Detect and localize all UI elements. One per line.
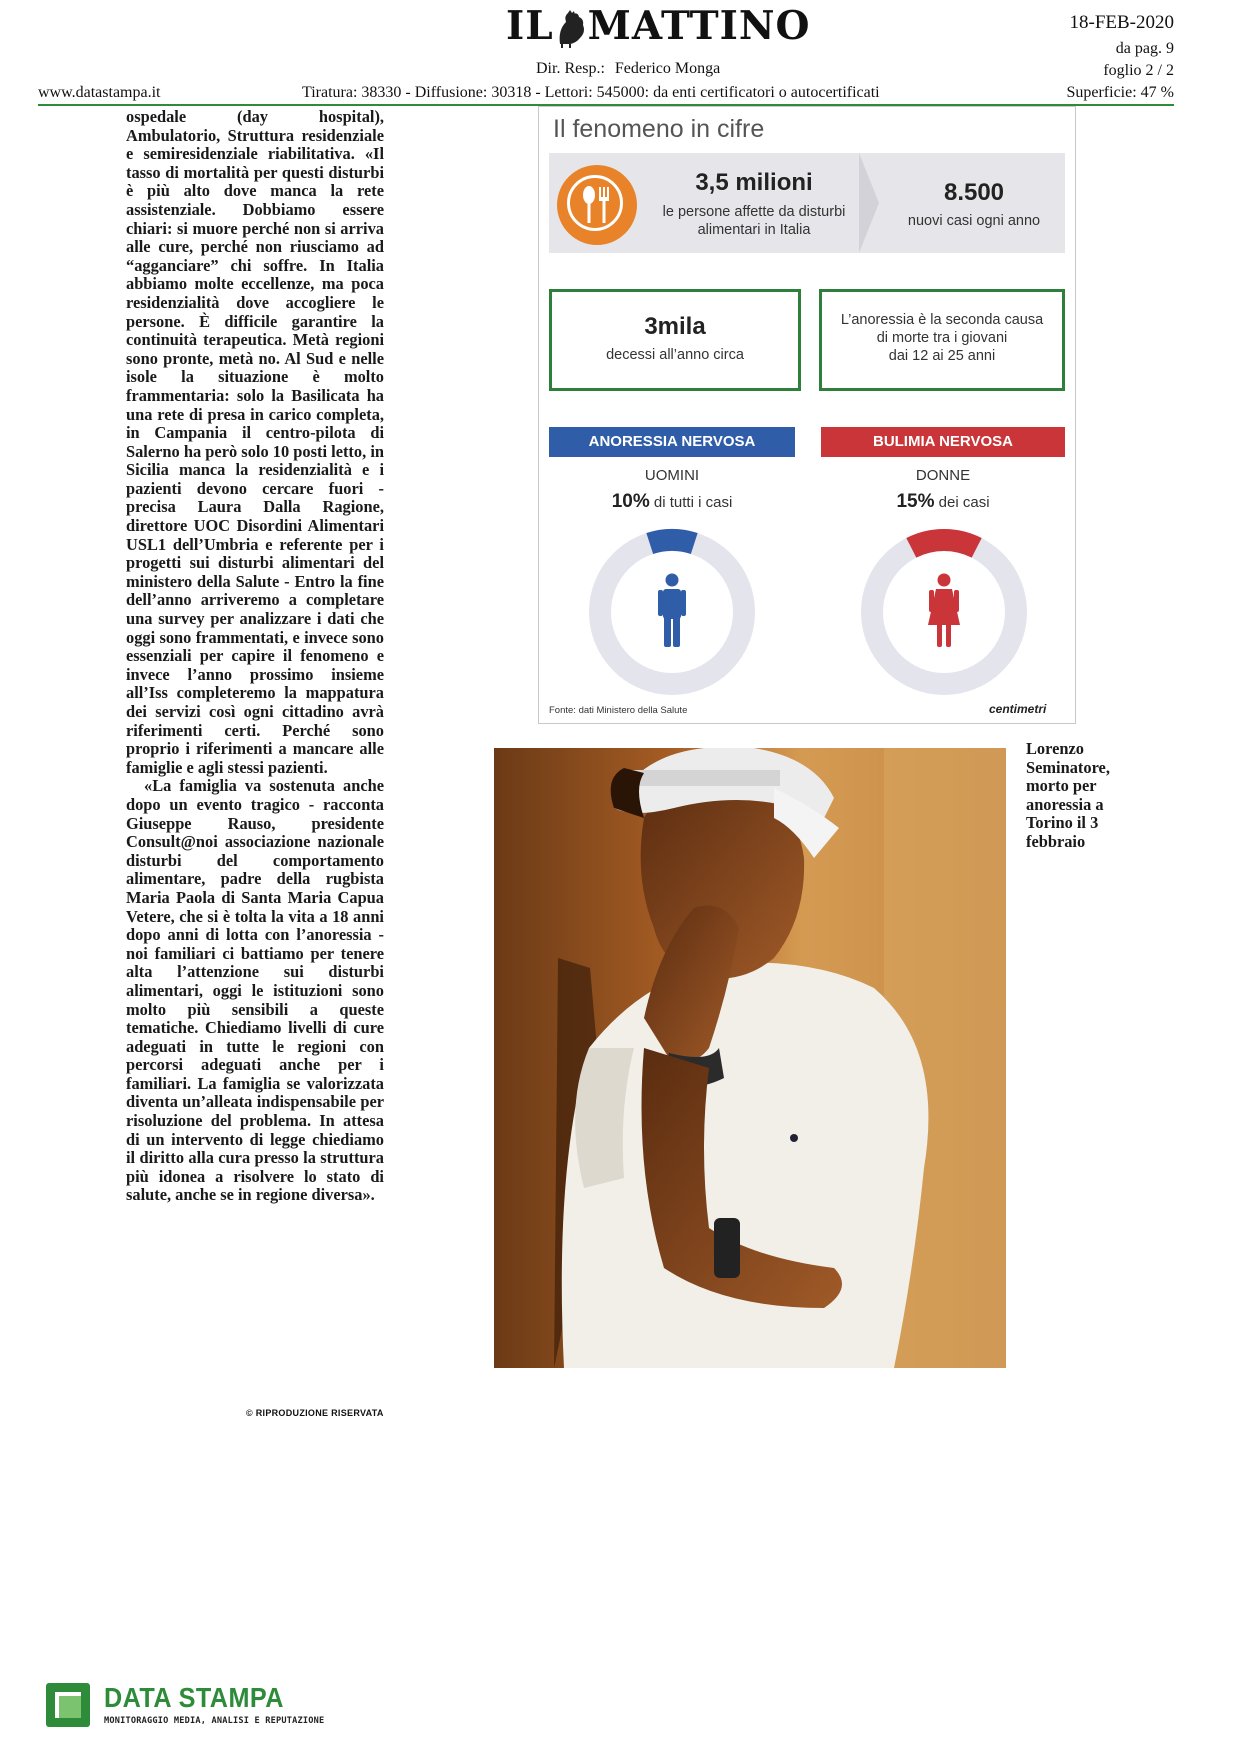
stat-persons-line-1: le persone affette da disturbi <box>662 204 846 220</box>
women-donut-segment <box>911 540 976 548</box>
women-percent-suffix: dei casi <box>934 494 990 511</box>
datastampa-brand: DATA STAMPA <box>104 1682 284 1713</box>
bulimia-header: BULIMIA NERVOSA <box>821 427 1065 457</box>
men-percent-suffix: di tutti i casi <box>649 494 733 511</box>
infographic-title: Il fenomeno in cifre <box>553 115 765 143</box>
masthead-mattino: MATTINO <box>587 3 811 49</box>
photo-caption <box>1026 740 1176 852</box>
caption-line-3: morto per <box>1026 776 1097 796</box>
infographic-source: Fonte: dati Ministero della Salute <box>549 705 688 716</box>
article-column <box>126 108 384 1205</box>
stat-persons-value: 3,5 milioni <box>695 169 813 196</box>
datastampa-logo-icon <box>46 1683 90 1727</box>
header-page: da pag. 9 <box>1115 40 1174 57</box>
men-donut-segment <box>650 540 695 544</box>
stat-deaths-label: decessi all’anno circa <box>606 347 744 363</box>
rooster-icon <box>554 10 588 48</box>
women-label: DONNE <box>915 467 971 484</box>
caption-line-1: Lorenzo <box>1026 739 1084 758</box>
header-sheet: foglio 2 / 2 <box>1103 62 1174 79</box>
article-paragraph-1: ospedale (day hospital), Ambulatorio, Struttura residenziale e semiresidenziale riabilitativa. «Il tasso di mortalità per questi disturbi è più alto dove manca la rete assistenziale. Dobbiamo essere chiari: si muore perché non si arriva alle cure, perché non riusciamo ad “agganciare” chi soffre. In Italia abbiamo molte eccellenze, ma poca residenzialità dove accogliere le persone. È difficile garantire la continuità terapeutica. Metà regioni sono pronte, metà no. Al Sud e nelle isole la situazione è molto frammentaria: solo la Basilicata ha una rete di presa in carico completa, in Campania il centro-pilota di Salerno ha però solo 10 posti letto, in Sicilia manca la residenzialità e i pazienti devono cercare fuori - precisa Laura Dalla Ragione, direttore UOC Disordini Alimentari USL1 dell’Umbria e referente per i progetti sui disturbi alimentari del ministero della Salute - Entro la fine dell’anno arriveremo a completare una survey per analizzare i dati che oggi sono frammentati, e invece sono essenziali per capire il fenomeno e invece l’anno prossimo insieme all’Iss completeremo la mappatura dei servizi così ogni cittadino avrà riferimenti certi. Perché sono proprio i riferimenti a mancare alle famiglie e agli stessi pazienti. <box>126 107 384 777</box>
stat-cause-line-1: L’anoressia è la seconda causa <box>840 312 1044 328</box>
header-director <box>536 60 720 78</box>
masthead-logo <box>506 3 811 49</box>
stat-cause-line-2: di morte tra i giovani <box>876 330 1008 346</box>
stat-new-cases-value: 8.500 <box>943 179 1005 206</box>
man-icon <box>658 574 686 648</box>
stat-deaths-value: 3mila <box>644 313 706 340</box>
infographic <box>538 106 1076 724</box>
masthead-il: IL <box>506 3 554 49</box>
stat-cause-line-3: dai 12 ai 25 anni <box>888 348 996 364</box>
article-paragraph-2: «La famiglia va sostenuta anche dopo un evento tragico - racconta Giuseppe Rauso, presidente Consult@noi associazione nazionale disturbi del comportamento alimentare, padre della rugbista Maria Paola di Santa Maria Capua Vetere, che si è tolta la vita a 18 anni dopo anni di lotta con l’anoressia - noi familiari ci battiamo per tenere alta l’attenzione sui disturbi alimentari, oggi le istituzioni sono molto più sensibili a queste tematiche. Chiediamo livelli di cure adeguati in tutte le regioni con percorsi adeguati anche per i familiari. La famiglia se valorizzata diventa un’alleata indispensabile per risoluzione del problema. In attesa di un intervento di legge chiediamo il diritto alla cura presso la struttura più idonea a risolvere lo stato di salute, anche se in regione diversa». <box>126 776 384 1205</box>
caption-line-5: Torino il 3 <box>1026 813 1099 833</box>
header-surface: Superficie: 47 % <box>1066 84 1174 101</box>
men-percent-value: 10% <box>611 491 650 512</box>
stat-persons-line-2: alimentari in Italia <box>697 222 811 238</box>
women-percent-value: 15% <box>896 491 935 512</box>
director-label: Dir. Resp.: <box>536 60 605 77</box>
caption-line-6: febbraio <box>1026 831 1086 851</box>
stat-new-cases-label: nuovi casi ogni anno <box>907 213 1041 229</box>
caption-line-2: Seminatore, <box>1026 757 1110 777</box>
infographic-brand: centimetri <box>989 702 1047 716</box>
caption-line-4: anoressia a <box>1026 794 1104 814</box>
portrait-photo <box>494 748 1006 1368</box>
woman-icon <box>928 574 960 648</box>
header-circulation: Tiratura: 38330 - Diffusione: 30318 - Lettori: 545000: da enti certificatori o autocertificati <box>302 84 880 101</box>
header-website[interactable]: www.datastampa.it <box>38 84 161 101</box>
header-date: 18-FEB-2020 <box>1069 12 1174 33</box>
director-name: Federico Monga <box>614 60 721 77</box>
datastampa-tagline: MONITORAGGIO MEDIA, ANALISI E REPUTAZIONE <box>104 1716 325 1726</box>
copyright-notice: © RIPRODUZIONE RISERVATA <box>246 1408 384 1418</box>
donut-charts <box>539 107 1075 723</box>
anorexia-header: ANORESSIA NERVOSA <box>549 427 795 457</box>
men-label: UOMINI <box>644 467 700 484</box>
